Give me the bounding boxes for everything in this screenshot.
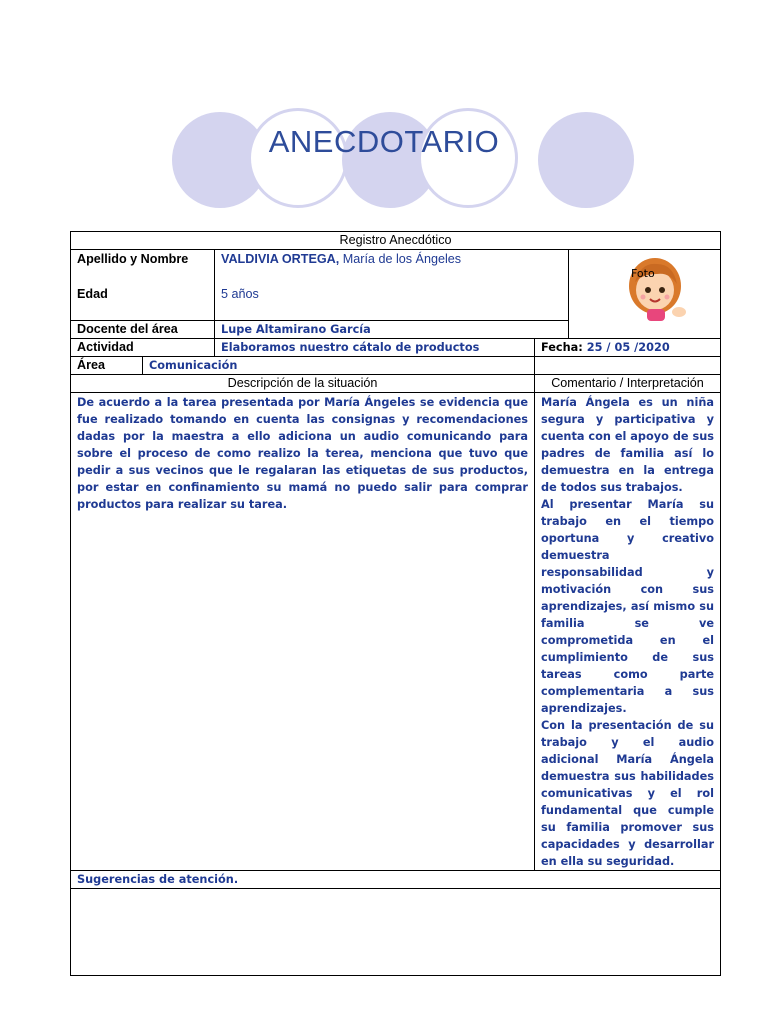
comment-paragraph: Con la presentación de su trabajo y el audio adicional María Ángela demuestra sus habilidades comunicativas y el rol fundamental que cumple su familia promover sus capacidades y desarrollar en ella su seguridad. [541, 719, 715, 868]
age-value: 5 años [221, 287, 259, 301]
suggestions-area-row [71, 889, 721, 976]
comment-text [535, 393, 721, 871]
comment-header: Comentario / Interpretación [535, 375, 721, 393]
area-value: Comunicación [143, 357, 535, 375]
activity-label: Actividad [71, 339, 215, 357]
table-title-row [71, 232, 721, 250]
header-banner [0, 0, 768, 230]
name-surname: VALDIVIA ORTEGA, [221, 252, 340, 266]
age-label: Edad [77, 287, 108, 301]
student-row [71, 250, 721, 321]
photo-label: Foto [631, 267, 655, 280]
area-empty [535, 357, 721, 375]
photo-cell [569, 250, 721, 339]
area-label: Área [71, 357, 143, 375]
comment-paragraph: Al presentar María su trabajo en el tiempo oportuna y creativo demuestra responsabilidad y motivación con sus aprendizajes, así mismo su familia se ve comprometida en el cumplimiento de sus tareas como parte complementaria a sus aprendizajes. [541, 498, 715, 715]
student-labels [71, 250, 215, 321]
section-header-row [71, 375, 721, 393]
name-label: Apellido y Nombre [77, 252, 189, 266]
anecdotal-record-table [70, 231, 721, 976]
suggestions-field[interactable] [71, 889, 721, 976]
teacher-value: Lupe Altamirano García [215, 321, 569, 339]
activity-value: Elaboramos nuestro cátalo de productos [215, 339, 535, 357]
description-row [71, 393, 721, 871]
date-cell [535, 339, 721, 357]
name-given: María de los Ángeles [339, 252, 462, 266]
page-title: ANECDOTARIO [268, 124, 500, 159]
suggestions-label: Sugerencias de atención. [71, 871, 721, 889]
date-label: Fecha: [541, 341, 583, 354]
activity-row [71, 339, 721, 357]
name-value [221, 250, 562, 285]
comment-paragraph: María Ángela es un niña segura y participativa y cuenta con el apoyo de sus padres de familia así lo demuestra en la entrega de todos sus trabajos. [541, 396, 715, 494]
table-title: Registro Anecdótico [71, 232, 721, 250]
description-header: Descripción de la situación [71, 375, 535, 393]
date-value: 25 / 05 /2020 [586, 341, 670, 354]
description-text: De acuerdo a la tarea presentada por María Ángeles se evidencia que fue realizado tomando en cuenta las consignas y recomendaciones dadas por la maestra a ello adiciona un audio comunicando para sobre el proceso de como realizo la terea, menciona que tuvo que pedir a sus vecinos que le regalaran las etiquetas de sus productos, por estar en confinamiento su mamá no puedo salir para comprar productos para realizar su tarea. [71, 393, 535, 871]
area-row [71, 357, 721, 375]
teacher-label: Docente del área [71, 321, 215, 339]
suggestions-label-row [71, 871, 721, 889]
student-values [215, 250, 569, 321]
